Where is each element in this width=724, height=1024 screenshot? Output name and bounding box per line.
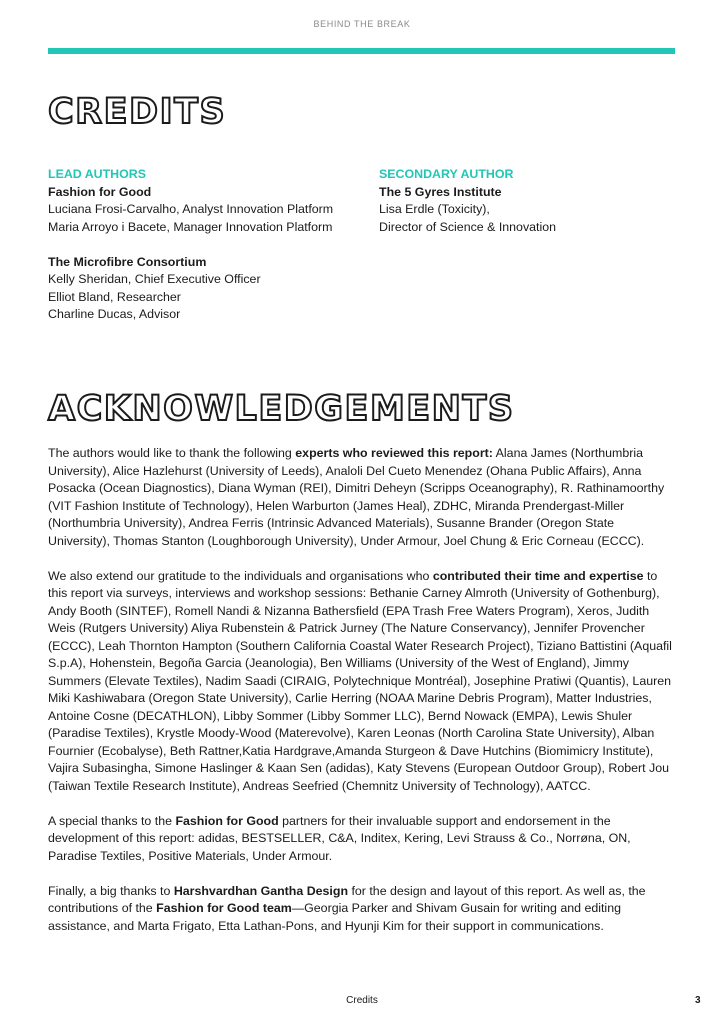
- author-line: Elliot Bland, Researcher: [48, 289, 181, 304]
- secondary-author-label: SECONDARY AUTHOR: [379, 167, 514, 181]
- author-line: Director of Science & Innovation: [379, 219, 557, 234]
- ack-paragraph-contributors: We also extend our gratitude to the individuals and organisations who contributed their time and expertise to this report via surveys, interviews and workshop sessions: Bethanie Carney Almroth (University of Gothenburg), Andy Booth (SINTEF), Romell Nandi & Nizanna Bathersfield (EPA Trash Free Waters Program), Xeros, Judith Weis (Rutgers University) Aliya Rubenstein & Patrick Jurney (The Nature Conservancy), Jennifer Provencher (ECCC), Leah Thornton Hampton (Southern California Coastal Water Research Project), Tiziano Battistini (Aquafil S.p.A), Hohenstein, Begoña Garcia (Jeanologia), Ben Williams (University of the West of England), Jimmy Summers (Elevate Textiles), Nadim Saadi (CIRAIG, Polytechnique Montréal), Josephine Pratiwi (Quantis), Lauren Miki Kashiwabara (Oregon State University), Carlie Herring (NOAA Marine Debris Program), Matter Industries, Antoine Cosne (DECATHLON), Libby Sommer (Libby Sommer LLC), Bernd Nowack (EMPA), Lewis Shuler (Paradise Textiles), Krystle Moody-Wood (Materevolve), Karen Leonas (North Carolina State University), Alban Fournier (Ecobalyse), Beth Rattner,Katia Hardgrave,Amanda Sturgeon & Dave Hutchins (Biomimicry Institute), Vajira Subasingha, Simone Haslinger & Kaan Sen (adidas), Katy Stevens (European Outdoor Group), Robert Jou (Taiwan Textile Research Institute), Andreas Seefried (Chemnitz University of Technology), AATCC.: [48, 568, 672, 793]
- ack-paragraph-partners: A special thanks to the Fashion for Good partners for their invaluable support and endorsement in the development of this report: adidas, BESTSELLER, C&A, Inditex, Kering, Levi Strauss & Co., Norrøna, ON, Paradise Textiles, Positive Materials, Under Armour.: [48, 813, 631, 863]
- author-line: Luciana Frosi-Carvalho, Analyst Innovation Platform: [48, 202, 334, 216]
- lead-authors-label: LEAD AUTHORS: [48, 167, 146, 181]
- ack-paragraph-reviewers: The authors would like to thank the following experts who reviewed this report: Alana James (Northumbria University), Alice Hazlehurst (University of Leeds), Analoli Del Cueto Menendez (Ohana Public Affairs), Anna Posacka (Ocean Diagnostics), Diana Wyman (REI), Dimitri Deheyn (Scripps Oceanography), R. Rathinamoorthy (VIT Fashion Institute of Technology), Helen Warburton (James Heal), ZDHC, Miranda Prendergast-Miller (Northumbria University), Andrea Ferris (Intrinsic Advanced Materials), Susanne Brander (Oregon State University), Thomas Stanton (Loughborough University), Under Armour, Joel Chung & Eric Corneau (ECCC).: [48, 446, 665, 548]
- acknowledgements-body: [48, 445, 678, 953]
- footer-section-label: Credits: [346, 995, 378, 1006]
- credits-heading: CREDITS: [48, 92, 227, 132]
- ack-paragraph-design-team: Finally, a big thanks to Harshvardhan Gantha Design for the design and layout of this report. As well as, the contributions of the Fashion for Good team—Georgia Parker and Shivam Gusain for writing and editing assistance, and Marta Frigato, Etta Lathan-Pons, and Hyunji Kim for their support in communications.: [48, 883, 646, 933]
- running-header: BEHIND THE BREAK: [313, 19, 411, 29]
- org-fashion-for-good: Fashion for Good: [48, 184, 152, 199]
- author-line: Charline Ducas, Advisor: [48, 307, 181, 321]
- secondary-author-column: [379, 166, 679, 236]
- author-line: Lisa Erdle (Toxicity),: [379, 202, 490, 216]
- acknowledgements-heading: ACKNOWLEDGEMENTS: [48, 389, 515, 429]
- org-microfibre-consortium: The Microfibre Consortium: [48, 254, 207, 269]
- page-number: 3: [695, 995, 701, 1006]
- org-5-gyres: The 5 Gyres Institute: [379, 184, 502, 199]
- header-accent-rule: [48, 48, 675, 54]
- lead-authors-column: [48, 166, 368, 324]
- author-line: Kelly Sheridan, Chief Executive Officer: [48, 272, 261, 286]
- author-line: Maria Arroyo i Bacete, Manager Innovation Platform: [48, 219, 333, 234]
